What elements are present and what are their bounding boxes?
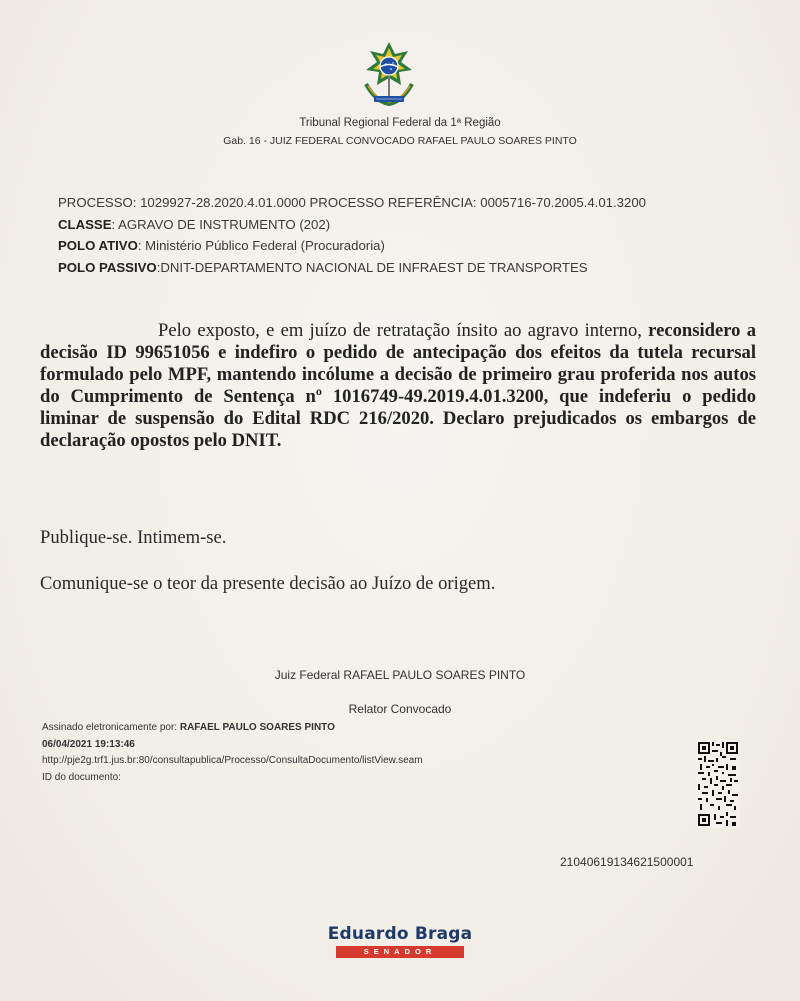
brazil-coat-of-arms-icon bbox=[356, 40, 422, 112]
verification-url[interactable]: http://pje2g.trf1.jus.br:80/consultapublica/Processo/ConsultaDocumento/listView.seam bbox=[42, 755, 423, 766]
reference-number: 0005716-70.2005.4.01.3200 bbox=[480, 195, 646, 210]
signature-datetime-row bbox=[42, 737, 423, 754]
signed-by-label: Assinado eletronicamente por: bbox=[42, 722, 178, 733]
process-label: PROCESSO: bbox=[58, 195, 137, 210]
publish-paragraph: Publique-se. Intimem-se. bbox=[40, 527, 227, 548]
signed-by-name: RAFAEL PAULO SOARES PINTO bbox=[179, 722, 335, 733]
court-name: Tribunal Regional Federal da 1ª Região bbox=[299, 117, 501, 129]
class-line bbox=[58, 214, 758, 236]
reference-label: PROCESSO REFERÊNCIA: bbox=[309, 195, 477, 210]
class-label: CLASSE bbox=[58, 216, 112, 232]
decision-paragraph bbox=[40, 320, 756, 452]
communicate-paragraph: Comunique-se o teor da presente decisão ao Juízo de origem. bbox=[40, 573, 496, 594]
court-cabinet: Gab. 16 - JUIZ FEDERAL CONVOCADO RAFAEL PAULO SOARES PINTO bbox=[223, 135, 577, 147]
decision-ruling: reconsidero a decisão ID 99651056 e indefiro o pedido de antecipação dos efeitos da tutela recursal formulado pelo MPF, mantendo incólume a decisão de primeiro grau proferida nos autos do Cumprimento de Sentença nº 1016749-49.2019.4.01.3200, que indeferiu o pedido liminar de suspensão do Edital RDC 216/2020. Declaro prejudicados os embargos de declaração opostos pelo DNIT. bbox=[40, 320, 756, 451]
document-id-label: ID do documento: bbox=[42, 771, 121, 783]
process-header bbox=[58, 192, 758, 278]
senator-logo-subtitle: SENADOR bbox=[336, 946, 464, 958]
process-number-line bbox=[58, 192, 758, 214]
process-number: 1029927-28.2020.4.01.0000 bbox=[140, 195, 306, 210]
senator-logo-name: Eduardo Braga bbox=[327, 924, 473, 944]
active-party-value: : Ministério Público Federal (Procuradoria) bbox=[137, 238, 385, 253]
qr-code-icon bbox=[696, 740, 740, 828]
judge-name: Juiz Federal RAFAEL PAULO SOARES PINTO bbox=[274, 668, 526, 682]
passive-party-line bbox=[58, 257, 758, 279]
judge-role: Relator Convocado bbox=[348, 702, 452, 716]
signed-by-row bbox=[42, 720, 423, 737]
signature-datetime: 06/04/2021 19:13:46 bbox=[42, 738, 135, 750]
decision-intro: Pelo exposto, e em juízo de retratação ínsito ao agravo interno, bbox=[158, 320, 642, 341]
passive-party-value: :DNIT-DEPARTAMENTO NACIONAL DE INFRAEST DE TRANSPORTES bbox=[156, 259, 588, 275]
active-party-line bbox=[58, 235, 758, 257]
document-number: 21040619134621500001 bbox=[560, 855, 694, 869]
passive-party-label: POLO PASSIVO bbox=[58, 259, 157, 275]
class-value: : AGRAVO DE INSTRUMENTO (202) bbox=[111, 216, 331, 232]
electronic-signature-block bbox=[42, 720, 423, 786]
active-party-label: POLO ATIVO bbox=[58, 238, 138, 253]
